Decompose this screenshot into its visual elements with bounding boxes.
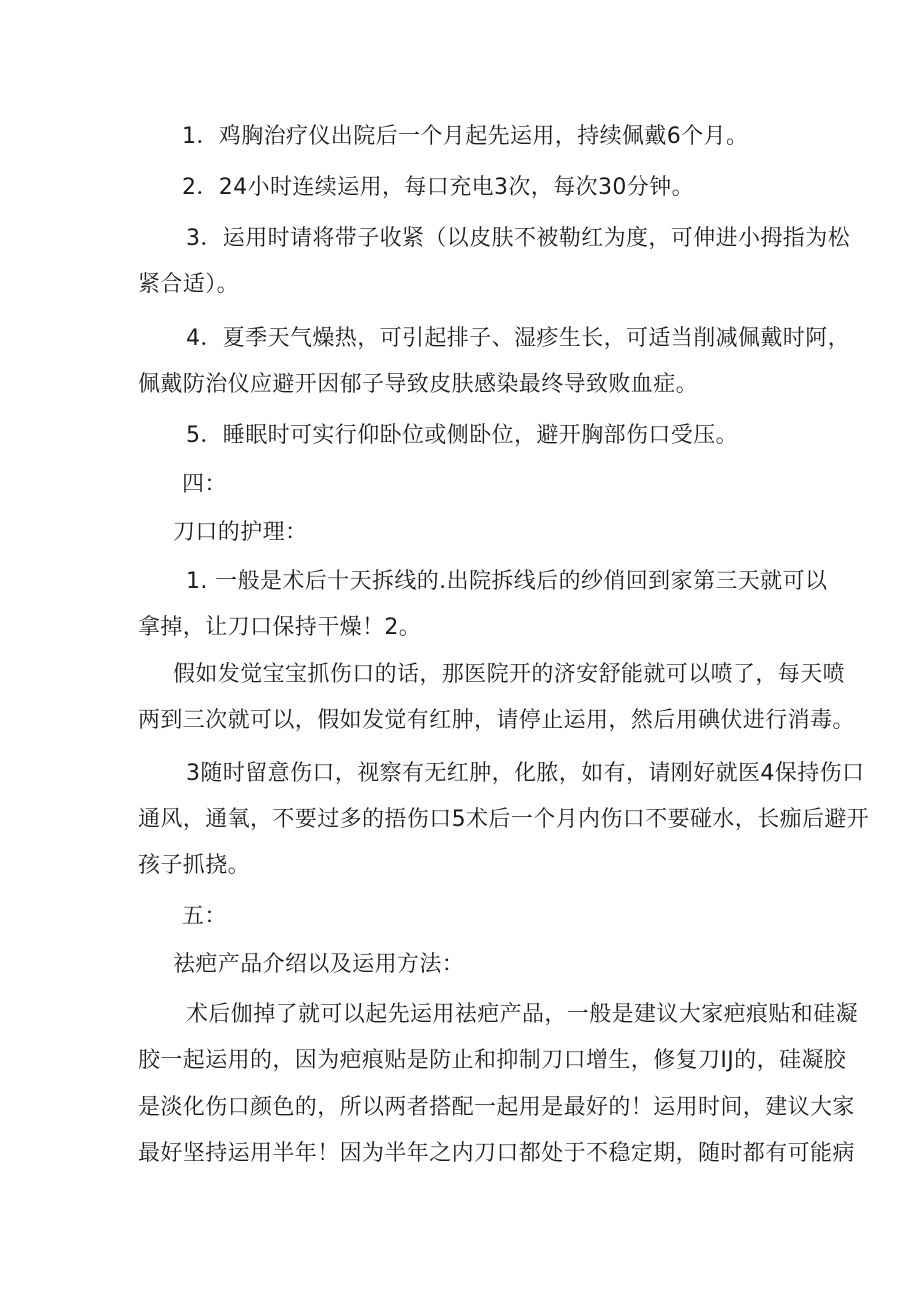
text-line: 4．夏季天气燥热，可引起排子、湿疹生长，可适当削减佩戴时阿， (186, 326, 850, 351)
text-line: 佩戴防治仪应避开因郁子导致皮肤感染最终导致败血症。 (138, 372, 699, 397)
section-heading: 五： (182, 904, 227, 929)
text-line: 术后伽掉了就可以起先运用祛疤产品，一般是建议大家疤痕贴和硅凝 (186, 1002, 859, 1027)
text-line: 拿掉，让刀口保持干燥！2。 (138, 615, 422, 640)
text-line: 胶一起运用的，因为疤痕贴是防止和抑制刀口增生，修复刀IJ的，硅凝胶 (138, 1048, 847, 1073)
text-line: 1．鸡胸治疗仪出院后一个月起先运用，持续佩戴6个月。 (182, 124, 749, 149)
text-line: 两到三次就可以，假如发觉有红肿，请停止运用，然后用碘伏进行消毒。 (138, 708, 855, 733)
section-title: 祛疤产品介绍以及运用方法： (173, 952, 465, 977)
text-line: 最好坚持运用半年！因为半年之内刀口都处于不稳定期，随时都有可能病 (138, 1141, 855, 1166)
text-line: 3随时留意伤口，视察有无红肿，化脓，如有，请刚好就医4保持伤口 (186, 761, 865, 786)
text-line: 3．运用时请将带子收紧（以皮肤不被勒红为度，可伸进小拇指为松 (186, 226, 850, 251)
section-heading: 四： (182, 472, 227, 497)
text-line: 2．24小时连续运用，每口充电3次，每次30分钟。 (182, 175, 694, 200)
text-line: 通风，通氧，不要过多的捂伤口5术后一个月内伤口不要碰水，长痂后避开 (138, 807, 870, 832)
text-line: 假如发觉宝宝抓伤口的话，那医院开的济安舒能就可以喷了，每天喷 (173, 662, 846, 687)
text-line: 是淡化伤口颜色的，所以两者搭配一起用是最好的！运用时间，建议大家 (138, 1095, 855, 1120)
text-line: 1. 一般是术后十天拆线的.出院拆线后的纱俏回到家第三天就可以 (186, 569, 828, 594)
section-title: 刀口的护理： (173, 520, 308, 545)
text-line: 孩子抓挠。 (138, 853, 251, 878)
text-line: 紧合适）。 (138, 272, 240, 297)
text-line: 5．睡眠时可实行仰卧位或侧卧位，避开胸部伤口受压。 (186, 423, 738, 448)
